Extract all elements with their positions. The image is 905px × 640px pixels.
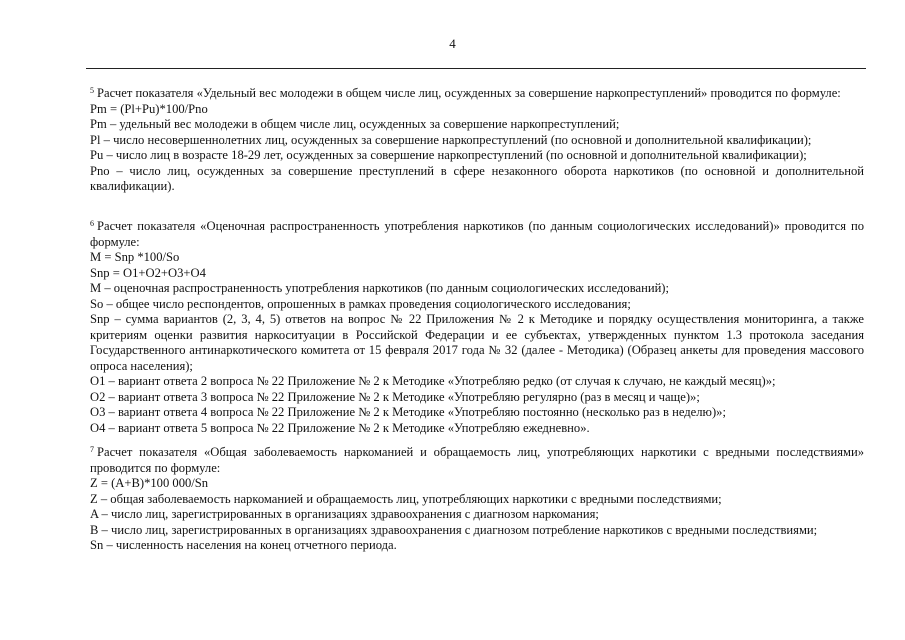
footnote-separator <box>86 68 866 69</box>
definition: O4 – вариант ответа 5 вопроса № 22 Приложение № 2 к Методике «Употребляю ежедневно». <box>90 420 590 435</box>
definition: Z – общая заболеваемость наркоманией и обращаемость лиц, употребляющих наркотики с вредными последствиями; <box>90 491 722 506</box>
definition: So – общее число респондентов, опрошенных в рамках проведения социологического исследования; <box>90 296 631 311</box>
definition: Snp – сумма вариантов (2, 3, 4, 5) ответов на вопрос № 22 Приложения № 2 к Методике и порядку осуществления мониторинга, а также критериям оценки развития наркоситуации в Российской Федерации и ее субъектах, утвержденных пунктом 1.3 протокола заседания Государственного антинаркотического комитета от 15 февраля 2017 года № 32 (далее - Методика) (Образец анкеты для проведения массового опроса населения); <box>90 312 864 373</box>
formula: Snp = O1+O2+O3+O4 <box>90 265 206 280</box>
footnote-text: Расчет показателя «Оценочная распространенность употребления наркотиков (по данным социологических исследований)» проводится по формуле: <box>90 219 864 249</box>
formula: M = Snp *100/So <box>90 250 180 264</box>
formula: Pm = (Pl+Pu)*100/Pno <box>90 101 208 116</box>
definition: Pu – число лиц в возрасте 18-29 лет, осужденных за совершение наркопреступлений (по основной и дополнительной квалификации); <box>90 148 807 162</box>
definition: O3 – вариант ответа 4 вопроса № 22 Приложение № 2 к Методике «Употребляю постоянно (несколько раз в неделю)»; <box>90 405 726 419</box>
footnote-heading <box>90 219 864 250</box>
footnote-text: Расчет показателя «Общая заболеваемость наркоманией и обращаемость лиц, употребляющих наркотики с вредными последствиями» проводится по формуле: <box>90 445 864 475</box>
footnote-marker: 7 <box>90 445 94 454</box>
footnote-marker: 5 <box>90 86 94 95</box>
footnote-heading <box>90 86 864 102</box>
footnote-heading <box>90 445 864 476</box>
footnote-7 <box>90 445 864 554</box>
footnote-marker: 6 <box>90 219 94 228</box>
footnote-text: Расчет показателя «Удельный вес молодежи в общем числе лиц, осужденных за совершение наркопреступлений» проводится по формуле: <box>97 86 841 100</box>
definition: Pl – число несовершеннолетних лиц, осужденных за совершение наркопреступлений (по основной и дополнительной квалификации); <box>90 132 812 147</box>
definition: O2 – вариант ответа 3 вопроса № 22 Приложение № 2 к Методике «Употребляю регулярно (раз в месяц и чаще)»; <box>90 389 700 404</box>
definition: Pm – удельный вес молодежи в общем числе лиц, осужденных за совершение наркопреступлений; <box>90 117 620 131</box>
definition: M – оценочная распространенность употребления наркотиков (по данным социологических исследований); <box>90 281 670 295</box>
definition: Pno – число лиц, осужденных за совершение преступлений в сфере незаконного оборота наркотиков (по основной и дополнительной квалификации). <box>90 163 864 193</box>
footnote-6 <box>90 219 864 436</box>
definition: O1 – вариант ответа 2 вопроса № 22 Приложение № 2 к Методике «Употребляю редко (от случая к случаю, не каждый месяц)»; <box>90 374 776 388</box>
definition: B – число лиц, зарегистрированных в организациях здравоохранения с диагнозом потребление наркотиков с вредными последствиями; <box>90 522 818 537</box>
footnote-5 <box>90 86 864 195</box>
formula: Z = (A+B)*100 000/Sn <box>90 476 209 490</box>
definition: Sn – численность населения на конец отчетного периода. <box>90 538 397 552</box>
definition: A – число лиц, зарегистрированных в организациях здравоохранения с диагнозом наркомания; <box>90 507 599 521</box>
page-number: 4 <box>449 36 456 51</box>
